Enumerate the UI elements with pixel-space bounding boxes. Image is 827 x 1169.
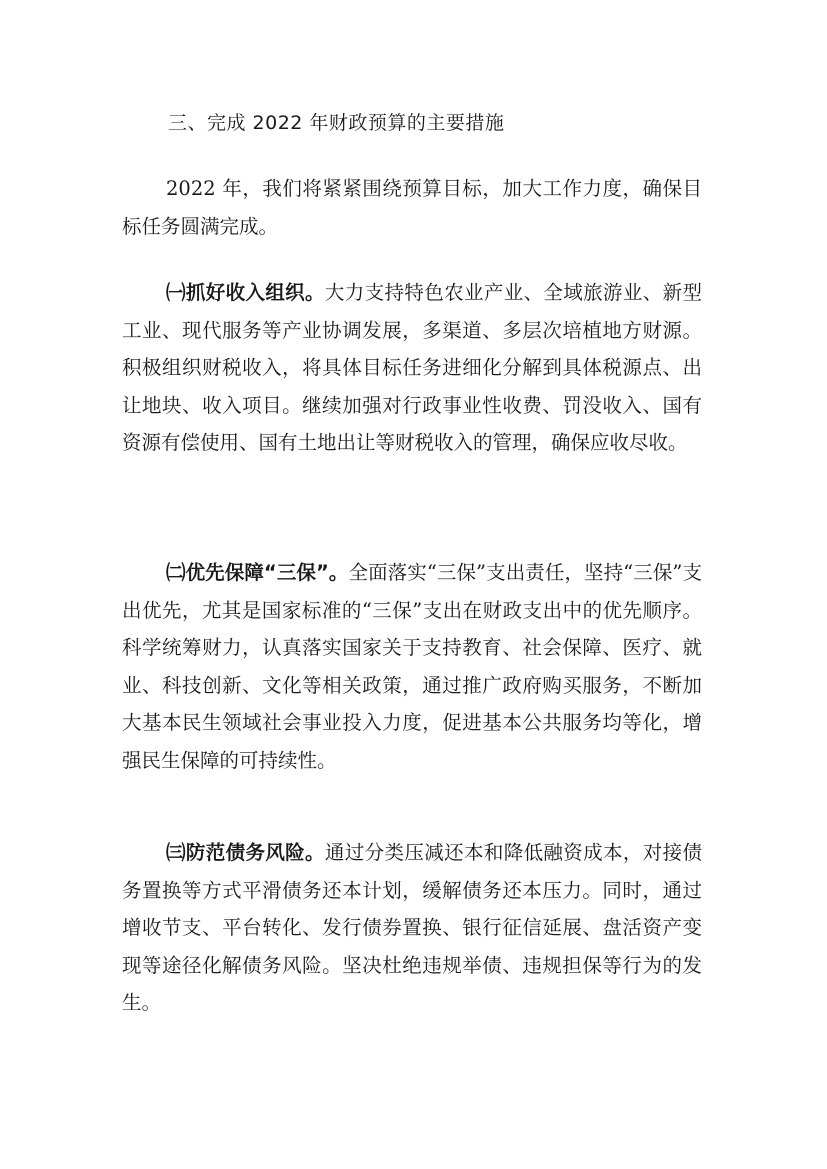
paragraph-three-guarantees — [122, 554, 702, 779]
paragraph-body: 通过分类压减还本和降低融资成本，对接债务置换等方式平滑债务还本计划，缓解债务还本压力。同时，通过增收节支、平台转化、发行债券置换、银行征信延展、盘活资产变现等途径化解债务风险。坚决杜绝违规举债、违规担保等行为的发生。 — [122, 841, 702, 1014]
paragraph-body: 全面落实“三保”支出责任，坚持“三保”支出优先，尤其是国家标准的“三保”支出在财政支出中的优先顺序。科学统筹财力，认真落实国家关于支持教育、社会保障、医疗、就业、科技创新、文化等相关政策，通过推广政府购买服务，不断加大基本民生领域社会事业投入力度，促进基本公共服务均等化，增强民生保障的可持续性。 — [122, 561, 702, 772]
paragraph-body: 大力支持特色农业产业、全域旅游业、新型工业、现代服务等产业协调发展，多渠道、多层次培植地方财源。积极组织财税收入，将具体目标任务进细化分解到具体税源点、出让地块、收入项目。继续加强对行政事业性收费、罚没收入、国有资源有偿使用、国有土地出让等财税收入的管理，确保应收尽收。 — [122, 281, 702, 454]
paragraph-debt-risk — [122, 834, 702, 1022]
paragraph-revenue — [122, 274, 702, 462]
paragraph-lead: ㈢防范债务风险。 — [166, 841, 325, 864]
paragraph-lead: ㈠抓好收入组织。 — [166, 281, 325, 304]
intro-paragraph: 2022 年，我们将紧紧围绕预算目标，加大工作力度，确保目标任务圆满完成。 — [122, 177, 702, 238]
section-heading: 三、完成 2022 年财政预算的主要措施 — [168, 112, 505, 134]
paragraph-lead: ㈡优先保障“三保”。 — [166, 561, 349, 584]
